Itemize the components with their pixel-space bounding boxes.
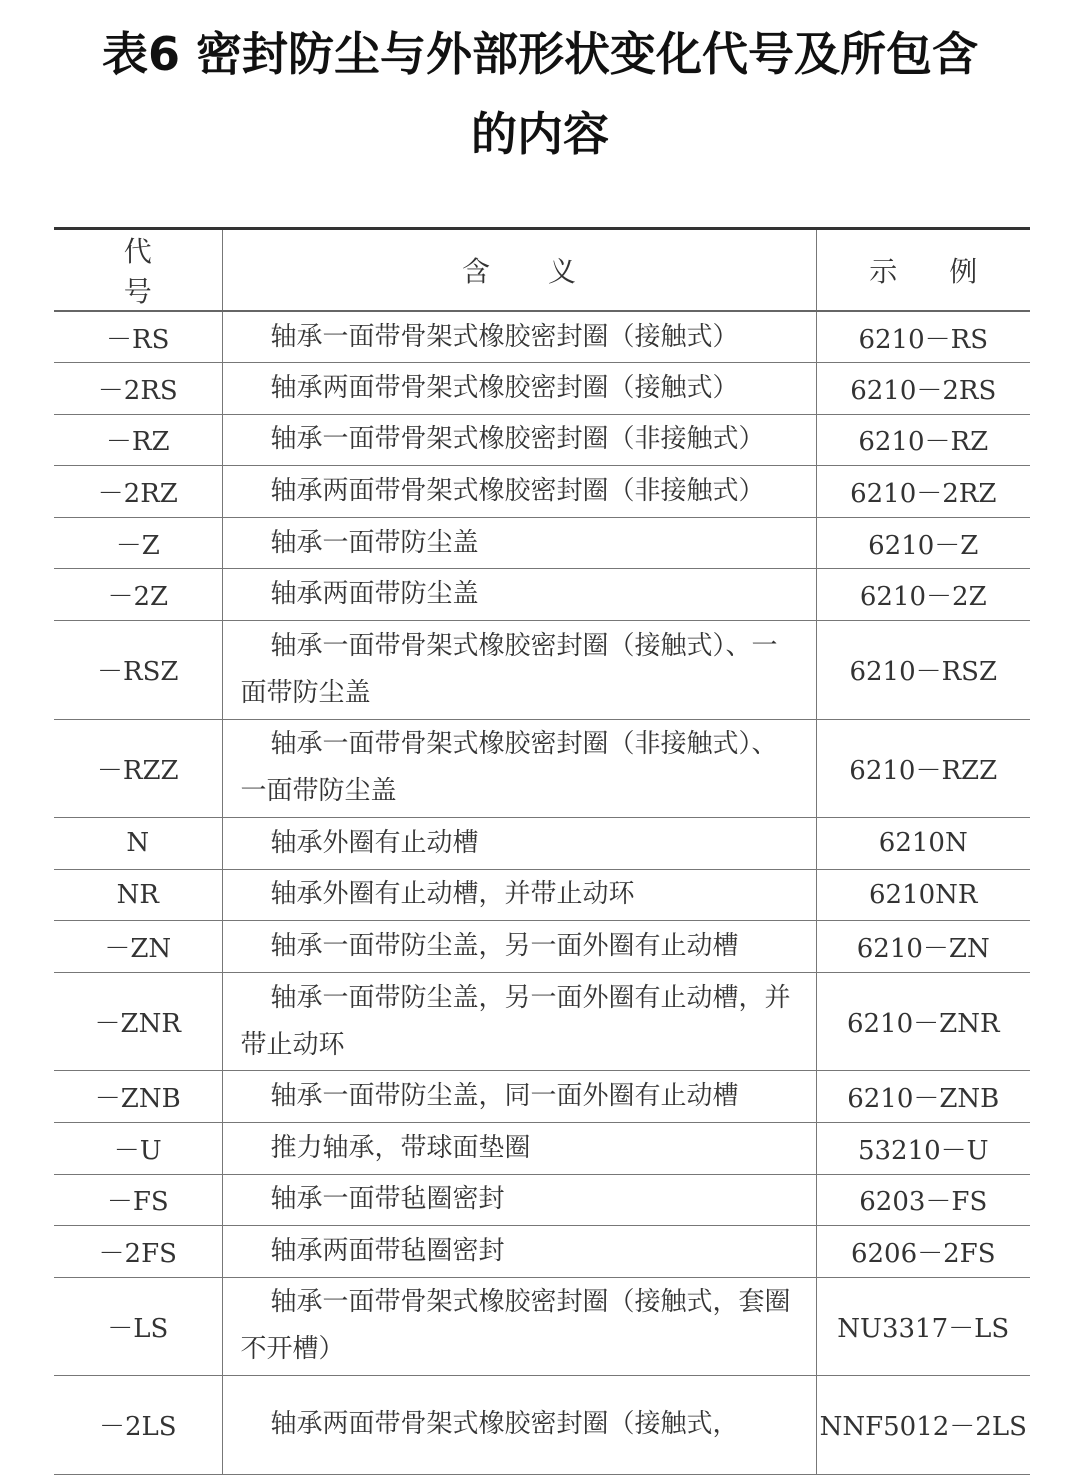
table-row (54, 1174, 1030, 1226)
row-example: 6203－FS (816, 1174, 1030, 1226)
table-row (54, 1277, 1030, 1376)
row-meaning-text: 轴承一面带防尘盖，另一面外圈有止动槽，并带止动环 (240, 982, 791, 1060)
table-row (54, 414, 1030, 466)
row-meaning-text: 轴承一面带骨架式橡胶密封圈（非接触式）、一面带防尘盖 (240, 729, 778, 807)
row-meaning-text: 轴承一面带骨架式橡胶密封圈（非接触式） (270, 424, 765, 455)
row-example: 6210－2RS (816, 363, 1030, 415)
code-table (54, 227, 1030, 1475)
table-row (54, 466, 1030, 518)
row-example: 6210－RZ (816, 414, 1030, 466)
table-row (54, 818, 1030, 870)
table-row (54, 1376, 1030, 1475)
row-meaning (222, 1071, 816, 1123)
row-example: 6210NR (816, 869, 1030, 921)
row-code: －RS (54, 311, 222, 363)
row-meaning (222, 921, 816, 973)
row-example: 6210－ZNR (816, 972, 1030, 1071)
row-example: 6210－2Z (816, 569, 1030, 621)
row-code: －RZZ (54, 719, 222, 818)
table-row (54, 569, 1030, 621)
table-header-row (54, 229, 1030, 312)
row-meaning (222, 972, 816, 1071)
row-example: 53210－U (816, 1122, 1030, 1174)
table-row (54, 1226, 1030, 1278)
row-meaning (222, 414, 816, 466)
row-code: －2FS (54, 1226, 222, 1278)
row-code: －U (54, 1122, 222, 1174)
row-code: －2RS (54, 363, 222, 415)
row-meaning-text: 轴承两面带骨架式橡胶密封圈（接触式） (270, 372, 739, 403)
row-code: －LS (54, 1277, 222, 1376)
table-row (54, 517, 1030, 569)
row-example: NNF5012－2LS (816, 1376, 1030, 1475)
row-meaning-text: 轴承外圈有止动槽 (270, 827, 479, 858)
row-meaning (222, 1277, 816, 1376)
row-meaning (222, 621, 816, 720)
row-example: 6210－RZZ (816, 719, 1030, 818)
row-example: 6210－ZN (816, 921, 1030, 973)
row-example: 6210－RS (816, 311, 1030, 363)
title-line-2: 的内容 (471, 107, 609, 161)
row-code: －Z (54, 517, 222, 569)
table-row (54, 1071, 1030, 1123)
row-code: －ZN (54, 921, 222, 973)
table-row (54, 363, 1030, 415)
header-code: 代号 (54, 229, 222, 312)
row-meaning-text: 轴承一面带防尘盖，另一面外圈有止动槽 (270, 931, 739, 962)
row-code: NR (54, 869, 222, 921)
row-meaning-text: 轴承一面带防尘盖，同一面外圈有止动槽 (270, 1081, 739, 1112)
table-row (54, 719, 1030, 818)
row-meaning-text: 轴承两面带骨架式橡胶密封圈（接触式， (270, 1409, 739, 1440)
row-meaning (222, 1376, 816, 1475)
table-row (54, 972, 1030, 1071)
row-meaning (222, 311, 816, 363)
row-example: 6206－2FS (816, 1226, 1030, 1278)
row-code: －2Z (54, 569, 222, 621)
row-meaning-text: 轴承两面带毡圈密封 (270, 1235, 505, 1266)
row-example: 6210－2RZ (816, 466, 1030, 518)
row-code: N (54, 818, 222, 870)
row-code: －RZ (54, 414, 222, 466)
row-meaning (222, 1122, 816, 1174)
table-row (54, 621, 1030, 720)
row-code: －2LS (54, 1376, 222, 1475)
header-meaning: 含义 (222, 229, 816, 312)
row-code: －ZNB (54, 1071, 222, 1123)
row-example: 6210－Z (816, 517, 1030, 569)
header-example: 示例 (816, 229, 1030, 312)
row-meaning-text: 轴承外圈有止动槽，并带止动环 (270, 879, 635, 910)
row-example: 6210－ZNB (816, 1071, 1030, 1123)
row-meaning-text: 轴承一面带骨架式橡胶密封圈（接触式） (270, 321, 739, 352)
row-meaning (222, 569, 816, 621)
row-meaning-text: 轴承两面带骨架式橡胶密封圈（非接触式） (270, 476, 765, 507)
row-example: NU3317－LS (816, 1277, 1030, 1376)
row-example: 6210－RSZ (816, 621, 1030, 720)
row-meaning-text: 轴承一面带毡圈密封 (270, 1184, 505, 1215)
page-title (40, 14, 1040, 174)
row-meaning (222, 818, 816, 870)
row-meaning (222, 719, 816, 818)
row-code: －RSZ (54, 621, 222, 720)
row-meaning (222, 869, 816, 921)
table-row (54, 921, 1030, 973)
row-example: 6210N (816, 818, 1030, 870)
row-meaning-text: 轴承一面带防尘盖 (270, 527, 479, 558)
row-meaning (222, 466, 816, 518)
table-row (54, 869, 1030, 921)
table-row (54, 1122, 1030, 1174)
row-meaning (222, 517, 816, 569)
row-code: －FS (54, 1174, 222, 1226)
row-meaning (222, 363, 816, 415)
table-row (54, 311, 1030, 363)
row-meaning (222, 1226, 816, 1278)
title-line-1: 表6 密封防尘与外部形状变化代号及所包含 (101, 27, 979, 81)
row-meaning-text: 轴承一面带骨架式橡胶密封圈（接触式，套圈不开槽） (240, 1287, 791, 1365)
row-meaning (222, 1174, 816, 1226)
row-code: －ZNR (54, 972, 222, 1071)
row-meaning-text: 轴承两面带防尘盖 (270, 579, 479, 610)
row-meaning-text: 推力轴承，带球面垫圈 (270, 1132, 531, 1163)
row-meaning-text: 轴承一面带骨架式橡胶密封圈（接触式）、一面带防尘盖 (240, 630, 778, 708)
row-code: －2RZ (54, 466, 222, 518)
